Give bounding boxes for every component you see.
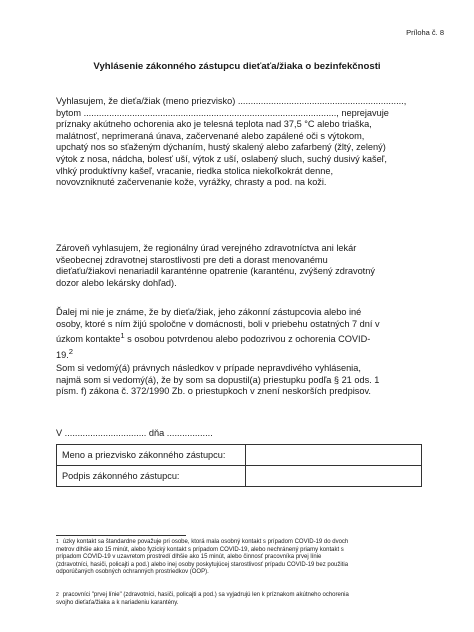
signature-value-cell[interactable] — [246, 466, 422, 487]
footnote-ref-1: 1 — [120, 331, 125, 341]
paragraph-contact-part-b: s osobou potvrdenou alebo podozrivou z ochorenia COVID- 19. — [56, 334, 371, 360]
paragraph-symptoms: Vyhlasujem, že dieťa/žiak (meno priezvisko) ................................................................., bytom ..................................................................................................., neprejavuje príznaky akútneho ochorenia ako je telesná teplota nad 37,5 °C alebo triaška, malátnosť, neprimeraná únava, začervenané alebo zapálené oči s výtokom, upchatý nos so sťaženým dýchaním, hustý skalený alebo zafarbený (žltý, zelený) výtok z nosa, nádcha, bolesť uší, výtok z uší, oslabený sluch, suchý dusivý kašeľ, vlhký produktívny kašeľ, vracanie, riedka stolica niekoľkokrát denne, novovzniknuté začervenanie kože, vyrážky, chrasty a pod. na koži. — [56, 96, 407, 188]
signature-table — [56, 444, 422, 487]
signature-label-cell: Podpis zákonného zástupcu: — [57, 466, 246, 487]
footnote-2-number: 2 — [56, 592, 59, 598]
name-value-cell[interactable] — [246, 445, 422, 466]
footnote-1-number: 1 — [56, 539, 59, 545]
paragraph-quarantine: Zároveň vyhlasujem, že regionálny úrad verejného zdravotníctva ani lekár všeobecnej zdravotnej starostlivosti pre deti a dorast menovanému dieťaťu/žiakovi nenariadil karanténne opatrenie (karanténu, zvýšený zdravotný dozor alebo lekársky dohľad). — [56, 243, 375, 288]
name-label-cell: Meno a priezvisko zákonného zástupcu: — [57, 445, 246, 466]
document-title: Vyhlásenie zákonného zástupcu dieťaťa/žiaka o bezinfekčnosti — [93, 61, 381, 72]
annex-label: Príloha č. 8 — [406, 28, 444, 37]
footnote-ref-2: 2 — [68, 346, 74, 356]
footnote-1 — [56, 539, 418, 577]
footnote-2-text: pracovníci "prvej línie" (zdravotníci, hasiči, policajti a pod.) sa vyjadrujú len k príznakom akútneho ochorenia svojho dieťaťa/žiaka a k nariadeniu karantény. — [56, 592, 349, 606]
paragraph-legal-consequences: Som si vedomý(á) právnych následkov v prípade nepravdivého vyhlásenia, najmä som si vedomý(á), že by som sa dopustil(a) priestupku podľa § 21 ods. 1 písm. f) zákona č. 372/1990 Zb. o priestupkoch v znení neskorších predpisov. — [56, 363, 380, 397]
footnote-1-text: úzky kontakt sa štandardne považuje pri osobe, ktorá mala osobný kontakt s prípadom COVID-19 do dvoch metrov dlhšie ako 15 minút, alebo fyzický kontakt s prípadom COVID-19, alebo nechránený priamy kontakt s prípadom COVID-19 v uzavretom prostredí dlhšie ako 15 minút, alebo činnosť pracovníka prvej línie (zdravotníci, hasiči, policajti a pod.) alebo inej osoby poskytujúcej starostlivosť prípadu COVID-19 bez použitia odporúčaných osobných ochranných prostriedkov (OOP). — [56, 539, 349, 576]
place-date-line: V ................................ dňa .................. — [56, 428, 213, 438]
footnote-2 — [56, 592, 418, 607]
paragraph-contact-part-a: Ďalej mi nie je známe, že by dieťa/žiak, jeho zákonní zástupcovia alebo iné osoby, ktoré s ním žijú spoločne v domácnosti, boli v priebehu ostatných 7 dní v úzkom kontakte — [56, 307, 380, 345]
footnote-divider — [56, 535, 186, 536]
table-row — [57, 445, 422, 466]
paragraph-contact — [56, 307, 418, 362]
table-row — [57, 466, 422, 487]
